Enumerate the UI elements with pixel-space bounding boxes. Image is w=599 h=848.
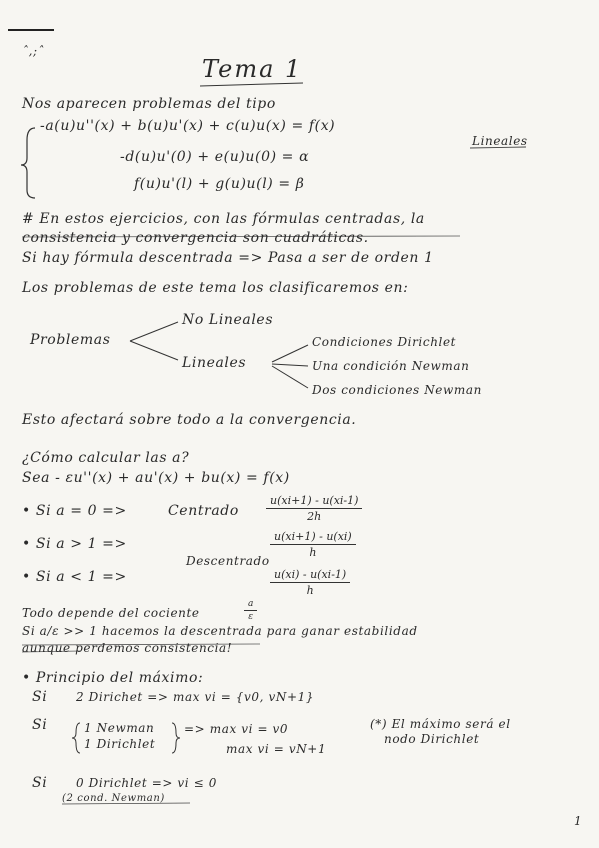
case-3-numerator: u(xi) - u(xi-1) — [270, 568, 350, 583]
equation-2: -d(u)u'(0) + e(u)u(0) = α — [120, 149, 310, 165]
principio-note-line-1: (*) El máximo será el — [370, 717, 511, 731]
principio-row1-si: Si — [32, 689, 48, 705]
case-1-formula — [266, 494, 362, 523]
principio-row1: 2 Dirichet => max vi = {v0, vN+1} — [76, 690, 315, 704]
case-3-formula — [270, 568, 350, 597]
case-1-denominator: 2h — [307, 510, 322, 523]
afecta-text: Esto afectará sobre todo a la convergencia. — [22, 412, 357, 428]
case-2-condition: • Si a > 1 => — [22, 536, 127, 552]
principio-row2-max-vn: max vi = vN+1 — [226, 742, 327, 756]
case-3-label: Descentrado — [186, 554, 270, 568]
page-number: 1 — [574, 814, 583, 828]
tree-lineales: Lineales — [182, 355, 247, 371]
principio-heading: • Principio del máximo: — [22, 670, 204, 686]
tree-leaf-dos-newman: Dos condiciones Newman — [312, 383, 482, 397]
corner-mark: ˆ,;ˆ — [22, 44, 45, 58]
depende-fraction-num: a — [244, 599, 257, 611]
case-2-formula — [270, 530, 356, 559]
page-title: Tema 1 — [202, 55, 303, 83]
case-1-label: Centrado — [168, 503, 239, 519]
principio-row3: 0 Dirichlet => vi ≤ 0 — [76, 776, 217, 790]
principio-row3-subnote: (2 cond. Newman) — [62, 793, 165, 804]
tree-leaf-branch-1 — [272, 345, 308, 362]
tree-branch-down — [130, 341, 178, 360]
depende-line-3: aunque perdemos consistencia! — [22, 641, 233, 655]
sea-equation: Sea - εu''(x) + au'(x) + bu(x) = f(x) — [22, 470, 290, 486]
depende-line-2: Si a/ε >> 1 hacemos la descentrada para ganar estabilidad — [22, 624, 418, 638]
principio-row3-si: Si — [32, 775, 48, 791]
depende-fraction — [244, 599, 257, 622]
tree-no-lineales: No Lineales — [182, 312, 274, 328]
principio-row2-max-v0: => max vi = v0 — [184, 722, 289, 736]
newman-dirichlet-close-brace — [172, 723, 180, 753]
principio-row2-newman: 1 Newman — [84, 721, 155, 735]
note-line-3: Si hay fórmula descentrada => Pasa a ser de orden 1 — [22, 250, 434, 266]
principio-row2-dirichlet: 1 Dirichlet — [84, 737, 156, 751]
note-line-1: # En estos ejercicios, con las fórmulas centradas, la — [22, 211, 425, 227]
depende-fraction-den: ε — [248, 612, 254, 622]
note-line-2: consistencia y convergencia son cuadráticas. — [22, 230, 369, 246]
equation-3: f(u)u'(l) + g(u)u(l) = β — [134, 176, 305, 192]
newman-dirichlet-open-brace — [72, 723, 80, 753]
tree-leaf-branch-3 — [272, 366, 308, 388]
como-heading: ¿Cómo calcular las a? — [22, 450, 190, 466]
case-2-numerator: u(xi+1) - u(xi) — [270, 530, 356, 545]
tree-leaf-una-newman: Una condición Newman — [312, 359, 470, 373]
note-line-4: Los problemas de este tema los clasificaremos en: — [22, 280, 409, 296]
case-3-denominator: h — [306, 584, 314, 597]
tree-leaf-branch-2 — [272, 364, 308, 366]
case-3-condition: • Si a < 1 => — [22, 569, 127, 585]
principio-row2-si: Si — [32, 717, 48, 733]
intro-text: Nos aparecen problemas del tipo — [22, 96, 276, 112]
system-brace — [21, 128, 35, 198]
title-underline — [200, 83, 303, 86]
tree-leaf-dirichlet: Condiciones Dirichlet — [312, 335, 457, 349]
case-1-numerator: u(xi+1) - u(xi-1) — [266, 494, 362, 509]
lineales-note: Lineales — [472, 134, 528, 148]
equation-1: -a(u)u''(x) + b(u)u'(x) + c(u)u(x) = f(x) — [40, 118, 336, 134]
tree-root: Problemas — [30, 332, 111, 348]
principio-note-line-2: nodo Dirichlet — [384, 732, 480, 746]
case-1-condition: • Si a = 0 => — [22, 503, 127, 519]
tree-branch-up — [130, 322, 178, 341]
depende-line-1: Todo depende del cociente — [22, 606, 200, 620]
case-2-denominator: h — [309, 546, 317, 559]
